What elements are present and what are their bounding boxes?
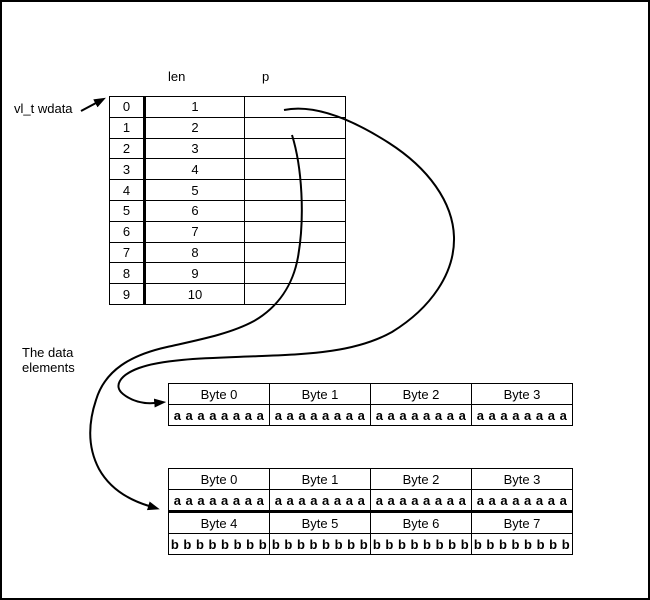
byte-header-cell: Byte 0 <box>169 384 270 405</box>
byte-value-cell: b b b b b b b b <box>169 534 270 555</box>
byte-value-row <box>169 405 573 426</box>
index-cell: 3 <box>110 159 145 180</box>
len-column-label: len <box>168 69 186 84</box>
p-cell <box>245 97 346 118</box>
byte-header-cell: Byte 1 <box>270 469 371 490</box>
vl-table-row <box>110 180 346 201</box>
vl-table-row <box>110 117 346 138</box>
p-cell <box>245 200 346 221</box>
byte-value-cell: a a a a a a a a <box>371 490 472 512</box>
byte-header-cell: Byte 1 <box>270 384 371 405</box>
p-cell <box>245 159 346 180</box>
data-elements-line2: elements <box>22 360 75 375</box>
len-cell: 2 <box>145 117 245 138</box>
vl-table-row <box>110 159 346 180</box>
byte-header-row <box>169 469 573 490</box>
data-elements-line1: The data <box>22 345 74 360</box>
index-cell: 7 <box>110 242 145 263</box>
len-cell: 4 <box>145 159 245 180</box>
byte-value-cell: a a a a a a a a <box>169 405 270 426</box>
byte-value-cell: a a a a a a a a <box>371 405 472 426</box>
vl-table-row <box>110 263 346 284</box>
wdata-arrow-icon <box>81 103 96 111</box>
byte-header-cell: Byte 2 <box>371 384 472 405</box>
p-cell <box>245 117 346 138</box>
len-cell: 8 <box>145 242 245 263</box>
byte-value-row <box>169 534 573 555</box>
p-cell <box>245 242 346 263</box>
p-cell <box>245 263 346 284</box>
index-cell: 4 <box>110 180 145 201</box>
vl-t-wdata-label: vl_t wdata <box>14 101 73 116</box>
index-cell: 2 <box>110 138 145 159</box>
byte-header-cell: Byte 2 <box>371 469 472 490</box>
vl-table-row <box>110 242 346 263</box>
vl-table-row <box>110 97 346 118</box>
vl-table-row <box>110 284 346 305</box>
index-cell: 1 <box>110 117 145 138</box>
len-cell: 5 <box>145 180 245 201</box>
p-cell <box>245 221 346 242</box>
p-cell <box>245 180 346 201</box>
p-cell <box>245 284 346 305</box>
p-cell <box>245 138 346 159</box>
vl-table-row <box>110 138 346 159</box>
byte-array-2 <box>168 468 573 555</box>
byte-header-cell: Byte 3 <box>472 469 573 490</box>
byte-value-cell: a a a a a a a a <box>270 405 371 426</box>
byte-header-cell: Byte 7 <box>472 512 573 534</box>
byte-value-cell: a a a a a a a a <box>270 490 371 512</box>
byte-header-cell: Byte 0 <box>169 469 270 490</box>
len-cell: 9 <box>145 263 245 284</box>
byte-value-cell: a a a a a a a a <box>472 405 573 426</box>
byte-header-cell: Byte 5 <box>270 512 371 534</box>
byte-header-cell: Byte 6 <box>371 512 472 534</box>
byte-value-cell: b b b b b b b b <box>472 534 573 555</box>
byte-header-cell: Byte 4 <box>169 512 270 534</box>
p-column-label: p <box>262 69 270 84</box>
byte-header-row <box>169 384 573 405</box>
index-cell: 8 <box>110 263 145 284</box>
len-cell: 10 <box>145 284 245 305</box>
index-cell: 0 <box>110 97 145 118</box>
len-cell: 6 <box>145 200 245 221</box>
byte-value-row <box>169 490 573 512</box>
index-cell: 6 <box>110 221 145 242</box>
byte-header-cell: Byte 3 <box>472 384 573 405</box>
index-cell: 9 <box>110 284 145 305</box>
byte-header-row <box>169 512 573 534</box>
byte-value-cell: b b b b b b b b <box>371 534 472 555</box>
len-cell: 7 <box>145 221 245 242</box>
vl-table-row <box>110 221 346 242</box>
byte-value-cell: b b b b b b b b <box>270 534 371 555</box>
byte-value-cell: a a a a a a a a <box>169 490 270 512</box>
len-cell: 3 <box>145 138 245 159</box>
vl-table <box>109 96 346 305</box>
index-cell: 5 <box>110 200 145 221</box>
byte-array-1 <box>168 383 573 426</box>
data-elements-label <box>22 345 75 375</box>
vl-table-row <box>110 200 346 221</box>
byte-value-cell: a a a a a a a a <box>472 490 573 512</box>
len-cell: 1 <box>145 97 245 118</box>
